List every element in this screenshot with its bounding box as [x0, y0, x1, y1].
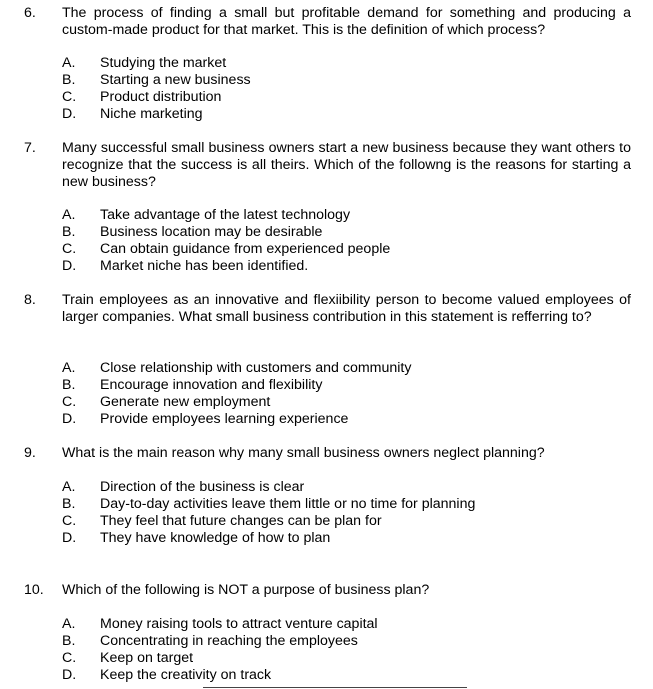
- option-letter: D.: [62, 258, 77, 274]
- option-list: [62, 55, 622, 123]
- question-text: What is the main reason why many small business owners neglect planning?: [62, 445, 545, 461]
- option-letter: C.: [62, 513, 77, 529]
- option-letter: D.: [62, 106, 77, 122]
- option-c[interactable]: [62, 241, 622, 258]
- question-text: Which of the following is NOT a purpose of business plan?: [62, 582, 430, 598]
- option-a[interactable]: [62, 616, 622, 633]
- option-letter: B.: [62, 633, 76, 649]
- option-text: Close relationship with customers and community: [100, 360, 412, 376]
- option-b[interactable]: [62, 633, 622, 650]
- option-letter: B.: [62, 496, 76, 512]
- option-letter: C.: [62, 650, 77, 666]
- option-a[interactable]: [62, 360, 622, 377]
- option-letter: A.: [62, 616, 76, 632]
- option-c[interactable]: [62, 650, 622, 667]
- option-b[interactable]: [62, 72, 622, 89]
- option-text: Money raising tools to attract venture capital: [100, 616, 378, 632]
- option-c[interactable]: [62, 394, 622, 411]
- option-d[interactable]: [62, 258, 622, 275]
- option-text: Studying the market: [100, 55, 227, 71]
- option-letter: A.: [62, 360, 76, 376]
- option-d[interactable]: [62, 106, 622, 123]
- option-c[interactable]: [62, 513, 622, 530]
- option-text: Provide employees learning experience: [100, 411, 349, 427]
- option-letter: A.: [62, 207, 76, 223]
- option-letter: A.: [62, 55, 76, 71]
- option-text: Day-to-day activities leave them little or no time for planning: [100, 496, 476, 512]
- option-text: Market niche has been identified.: [100, 258, 309, 274]
- option-letter: B.: [62, 72, 76, 88]
- option-text: Encourage innovation and flexibility: [100, 377, 323, 393]
- page-bottom-rule: [203, 687, 467, 688]
- option-d[interactable]: [62, 667, 622, 684]
- option-d[interactable]: [62, 530, 622, 547]
- option-b[interactable]: [62, 224, 622, 241]
- question-text: The process of finding a small but profitable demand for something and producing a custom-made product for that market. This is the definition of which process?: [62, 5, 631, 38]
- option-text: Concentrating in reaching the employees: [100, 633, 358, 649]
- option-text: Product distribution: [100, 89, 222, 105]
- option-text: Direction of the business is clear: [100, 479, 305, 495]
- option-c[interactable]: [62, 89, 622, 106]
- option-text: Keep on target: [100, 650, 194, 666]
- option-text: Take advantage of the latest technology: [100, 207, 351, 223]
- option-letter: D.: [62, 530, 77, 546]
- option-text: Generate new employment: [100, 394, 271, 410]
- option-text: They feel that future changes can be plan for: [100, 513, 382, 529]
- option-letter: C.: [62, 89, 77, 105]
- question-number: 8.: [24, 292, 36, 308]
- option-letter: C.: [62, 394, 77, 410]
- option-letter: D.: [62, 667, 77, 683]
- option-list: [62, 616, 622, 684]
- option-a[interactable]: [62, 207, 622, 224]
- option-text: Keep the creativity on track: [100, 667, 272, 683]
- option-text: Business location may be desirable: [100, 224, 323, 240]
- question-text: Train employees as an innovative and flexiibility person to become valued employees of larger companies. What small business contribution in this statement is refferring to?: [62, 292, 631, 325]
- option-list: [62, 207, 622, 275]
- option-letter: B.: [62, 377, 76, 393]
- option-text: Niche marketing: [100, 106, 203, 122]
- option-letter: C.: [62, 241, 77, 257]
- option-list: [62, 360, 622, 428]
- option-list: [62, 479, 622, 547]
- option-letter: B.: [62, 224, 76, 240]
- option-text: They have knowledge of how to plan: [100, 530, 331, 546]
- option-b[interactable]: [62, 496, 622, 513]
- option-text: Starting a new business: [100, 72, 251, 88]
- option-d[interactable]: [62, 411, 622, 428]
- option-a[interactable]: [62, 55, 622, 72]
- question-text: Many successful small business owners start a new business because they want others to recognize that the success is all theirs. Which of the followng is the reasons for starting a new business?: [62, 140, 631, 190]
- question-number: 6.: [24, 5, 36, 21]
- option-b[interactable]: [62, 377, 622, 394]
- option-letter: A.: [62, 479, 76, 495]
- question-number: 7.: [24, 140, 36, 156]
- option-text: Can obtain guidance from experienced people: [100, 241, 391, 257]
- question-number: 10.: [24, 582, 44, 598]
- question-number: 9.: [24, 445, 36, 461]
- option-a[interactable]: [62, 479, 622, 496]
- option-letter: D.: [62, 411, 77, 427]
